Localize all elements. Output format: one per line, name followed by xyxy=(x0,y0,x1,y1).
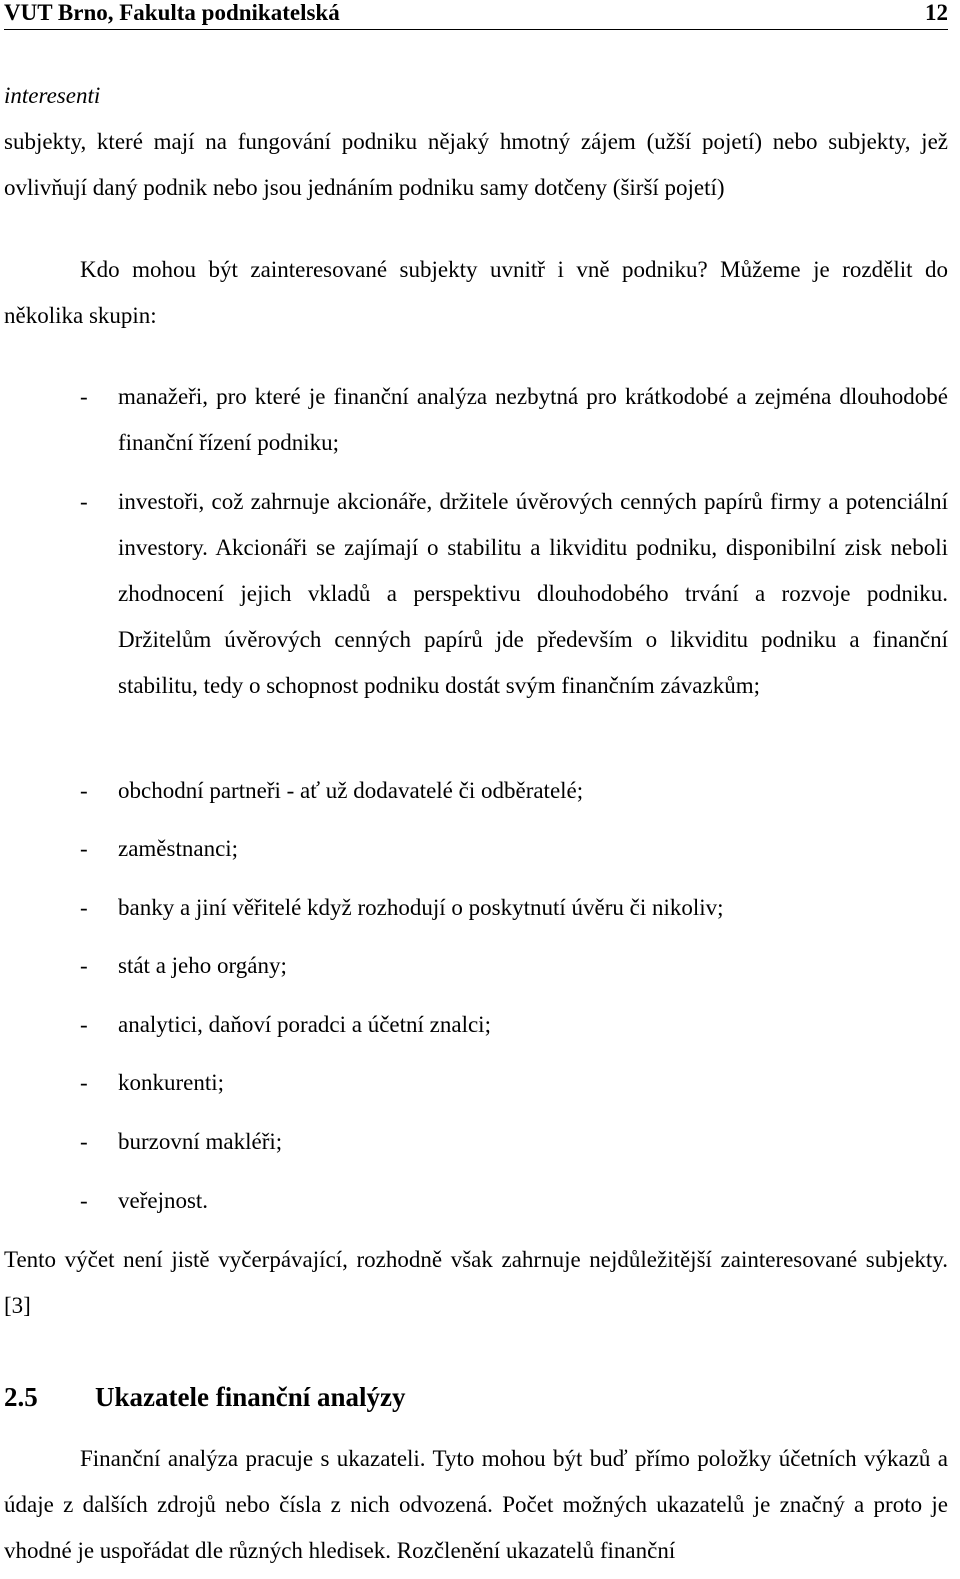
list-item-text: obchodní partneři - ať už dodavatelé či odběratelé; xyxy=(118,778,584,803)
list-item xyxy=(0,1002,948,1048)
list-dash: - xyxy=(80,1012,88,1037)
list-item xyxy=(0,374,948,466)
intro-paragraph: Kdo mohou být zainteresované subjekty uvnitř i vně podniku? Můžeme je rozdělit do několika skupin: xyxy=(4,257,948,328)
glossary-definition: subjekty, které mají na fungování podniku nějaký hmotný zájem (užší pojetí) nebo subjekty, jež ovlivňují daný podnik nebo jsou jednáním podniku samy dotčeny (širší pojetí) xyxy=(4,129,948,200)
page-number: 12 xyxy=(925,0,948,25)
page-header xyxy=(4,0,948,30)
body-paragraph: Finanční analýza pracuje s ukazateli. Tyto mohou být buď přímo položky účetních výkazů a údaje z dalších zdrojů nebo čísla z nich odvozená. Počet možných ukazatelů je značný a proto je vhodné je uspořádat dle různých hledisek. Rozčlenění ukazatelů finanční xyxy=(4,1446,948,1563)
list-dash: - xyxy=(80,1070,88,1095)
section-number: 2.5 xyxy=(4,1382,38,1412)
conclusion-paragraph: Tento výčet není jistě vyčerpávající, rozhodně však zahrnuje nejdůležitější zainteresované subjekty. [3] xyxy=(4,1247,948,1318)
list-item-text: stát a jeho orgány; xyxy=(118,953,287,978)
list-dash: - xyxy=(80,384,88,409)
list-dash: - xyxy=(80,1129,88,1154)
list-item xyxy=(0,943,948,989)
list-item-text: zaměstnanci; xyxy=(118,836,239,861)
header-title: VUT Brno, Fakulta podnikatelská xyxy=(4,0,340,25)
list-item-text: investoři, což zahrnuje akcionáře, držitele úvěrových cenných papírů firmy a potenciální investory. Akcionáři se zajímají o stabilitu a likviditu podniku, disponibilní zisk neboli zhodnocení jejich vkladů a perspektivu dlouhodobého trvání a rozvoje podniku. Držitelům úvěrových cenných papírů jde především o likviditu podniku a finanční stabilitu, tedy o schopnost podniku dostát svým finančním závazkům; xyxy=(118,489,948,698)
list-item xyxy=(0,1178,948,1224)
list-item xyxy=(0,885,948,931)
list-item xyxy=(0,479,948,709)
list-item-text: veřejnost. xyxy=(118,1188,209,1213)
list-item xyxy=(0,1119,948,1165)
list-item xyxy=(0,768,948,814)
list-dash: - xyxy=(80,953,88,978)
list-item-text: konkurenti; xyxy=(118,1070,225,1095)
list-item-text: burzovní makléři; xyxy=(118,1129,283,1154)
section-heading xyxy=(4,1374,406,1420)
glossary-term: interesenti xyxy=(4,83,101,108)
list-item xyxy=(0,826,948,872)
section-title: Ukazatele finanční analýzy xyxy=(95,1382,406,1412)
list-dash: - xyxy=(80,895,88,920)
list-dash: - xyxy=(80,1188,88,1213)
list-dash: - xyxy=(80,778,88,803)
list-item xyxy=(0,1060,948,1106)
list-item-text: analytici, daňoví poradci a účetní znalci; xyxy=(118,1012,491,1037)
list-dash: - xyxy=(80,836,88,861)
list-dash: - xyxy=(80,489,88,514)
list-item-text: banky a jiní věřitelé když rozhodují o poskytnutí úvěru či nikoliv; xyxy=(118,895,724,920)
list-item-text: manažeři, pro které je finanční analýza nezbytná pro krátkodobé a zejména dlouhodobé finanční řízení podniku; xyxy=(118,384,948,455)
